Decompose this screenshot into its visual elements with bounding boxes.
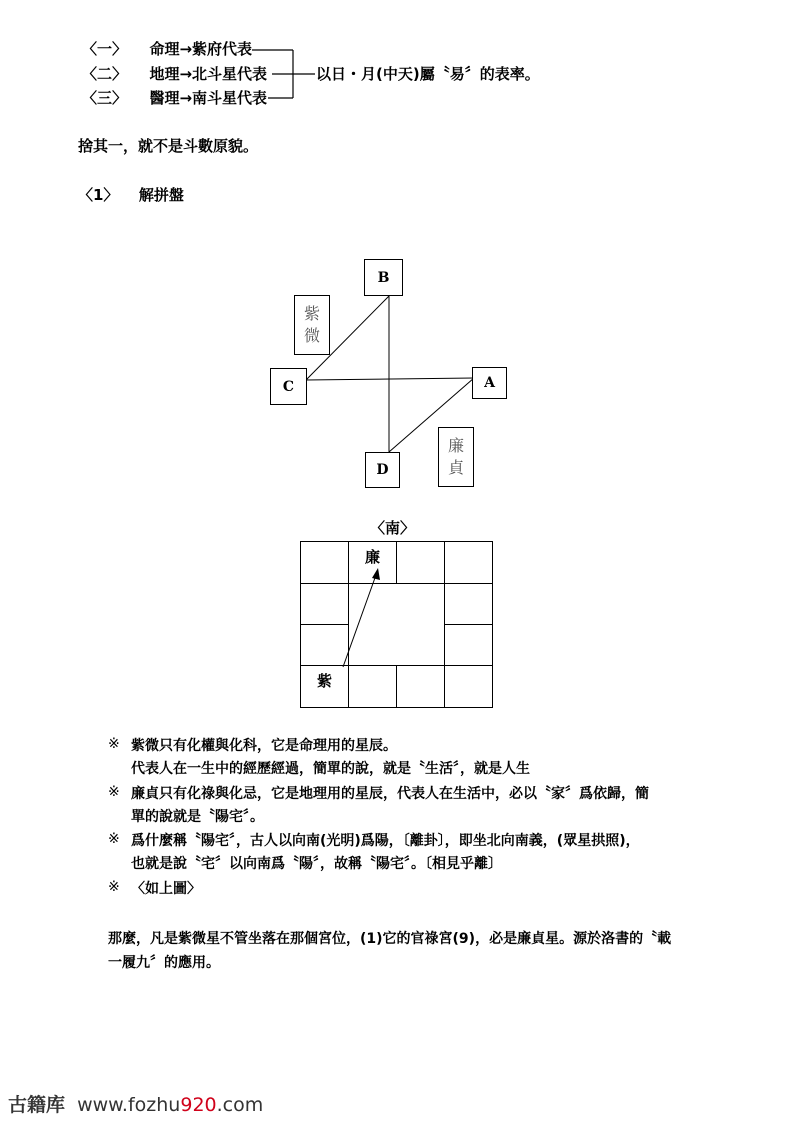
footer-watermark — [8, 1090, 263, 1117]
note-mark-2: ※ — [108, 784, 120, 800]
footer-url-suffix: .com — [216, 1094, 264, 1116]
box-a-label: A — [484, 375, 495, 391]
grid-label-lianzhen: 廉 — [365, 548, 381, 566]
section-title: 解拼盤 — [138, 186, 184, 204]
box-b-label: B — [377, 269, 390, 286]
statement-text: 捨其一，就不是斗數原貌。 — [78, 137, 259, 155]
star-lianzhen-char-1: 廉 — [447, 436, 464, 455]
note-mark-4: ※ — [108, 879, 120, 895]
note-4-line-1: 〈如上圖〉 — [131, 881, 201, 897]
intro-num-2: 〈二〉 — [82, 65, 128, 83]
note-2-line-1: 廉貞只有化祿與化忌，它是地理用的星辰，代表人在生活中，必以〝家〞爲依歸，簡 — [131, 786, 649, 802]
note-mark-1: ※ — [108, 736, 120, 752]
box-c-label: C — [282, 378, 295, 395]
footer-url-prefix: www.fozhu — [77, 1094, 181, 1116]
note-2-line-2: 單的說就是〝陽宅〞。 — [131, 809, 264, 825]
intro-text-3: 醫理→南斗星代表 — [149, 89, 268, 107]
conclusion-line-2: 一履九〞的應用。 — [108, 955, 220, 971]
intro-text-2: 地理→北斗星代表 — [149, 65, 268, 83]
footer-url-number: 920 — [180, 1094, 217, 1116]
note-1-line-2: 代表人在一生中的經歷經過，簡單的說，就是〝生活〞，就是人生 — [131, 761, 530, 777]
note-3-line-1: 爲什麼稱〝陽宅〞，古人以向南(光明)爲陽，〔離卦〕，即坐北向南義，(眾星拱照)， — [131, 833, 640, 849]
intro-num-1: 〈一〉 — [82, 40, 128, 58]
conclusion-line-1: 那麼，凡是紫微星不管坐落在那個宮位，(1)它的官祿宮(9)，必是廉貞星。源於洛書的〝載 — [108, 931, 672, 947]
direction-label: 〈南〉 — [370, 519, 416, 537]
footer-brand: 古籍库 — [8, 1094, 66, 1116]
grid-label-ziwei: 紫 — [317, 672, 333, 690]
intro-text-1: 命理→紫府代表 — [149, 40, 253, 58]
note-1-line-1: 紫微只有化權與化科，它是命理用的星辰。 — [131, 738, 397, 754]
star-lianzhen-char-2: 貞 — [447, 458, 464, 477]
star-ziwei-char-1: 紫 — [303, 304, 320, 323]
note-mark-3: ※ — [108, 831, 120, 847]
section-num: 〈1〉 — [78, 186, 119, 204]
intro-num-3: 〈三〉 — [82, 89, 128, 107]
intro-bracket-text: 以日・月(中天)屬〝易〞的表率。 — [316, 65, 540, 83]
box-d-label: D — [376, 462, 389, 478]
star-ziwei-char-2: 微 — [303, 326, 320, 345]
note-3-line-2: 也就是說〝宅〞以向南爲〝陽〞，故稱〝陽宅〞。〔相見乎離〕 — [131, 856, 502, 872]
